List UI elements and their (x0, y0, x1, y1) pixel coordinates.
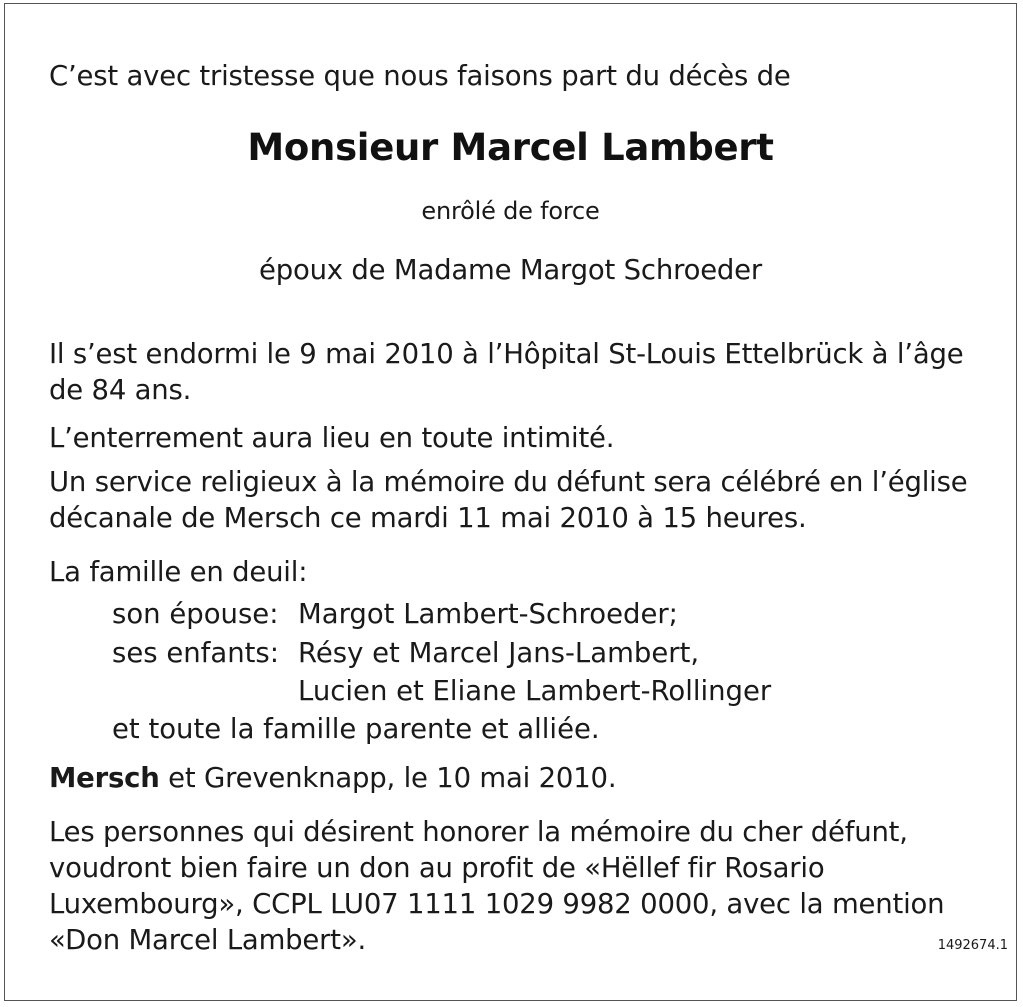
deceased-name: Monsieur Marcel Lambert (247, 126, 774, 169)
family-heading: La famille en deuil: (49, 556, 308, 588)
service-line-2: décanale de Mersch ce mardi 11 mai 2010 à 15 heures. (49, 502, 807, 534)
family-rest: et toute la famille parente et alliée. (112, 713, 600, 745)
service-paragraph (49, 464, 976, 536)
reference-number: 1492674.1 (937, 938, 1008, 953)
donation-line-4: «Don Marcel Lambert». (49, 924, 367, 956)
death-line-1: Il s’est endormi le 9 mai 2010 à l’Hôpital St-Louis Ettelbrück à l’âge (49, 338, 964, 370)
spouse-label: son épouse: (112, 598, 279, 630)
place-name: Mersch (49, 762, 160, 794)
place-date-text: et Grevenknapp, le 10 mai 2010. (159, 762, 617, 794)
children-value-1: Résy et Marcel Jans-Lambert, (298, 637, 700, 669)
subtitle-enrolled: enrôlé de force (421, 197, 600, 225)
children-value-2: Lucien et Eliane Lambert-Rollinger (298, 675, 772, 707)
service-line-1: Un service religieux à la mémoire du défunt sera célébré en l’église (49, 466, 968, 498)
death-line-2: de 84 ans. (49, 374, 192, 406)
place-date-line (49, 760, 976, 796)
donation-line-1: Les personnes qui désirent honorer la mémoire du cher défunt, (49, 816, 908, 848)
death-paragraph (49, 336, 976, 408)
donation-paragraph (49, 814, 976, 958)
subtitle-spouse: époux de Madame Margot Schroeder (258, 254, 763, 286)
burial-paragraph: L’enterrement aura lieu en toute intimité. (49, 422, 615, 454)
spouse-value: Margot Lambert-Schroeder; (298, 598, 678, 630)
children-label: ses enfants: (112, 637, 280, 669)
intro-text: C’est avec tristesse que nous faisons part du décès de (49, 60, 791, 92)
obituary-notice (4, 3, 1017, 1001)
donation-line-3: Luxembourg», CCPL LU07 1111 1029 9982 0000, avec la mention (49, 888, 945, 920)
donation-line-2: voudront bien faire un don au profit de «Hëllef fir Rosario (49, 852, 825, 884)
